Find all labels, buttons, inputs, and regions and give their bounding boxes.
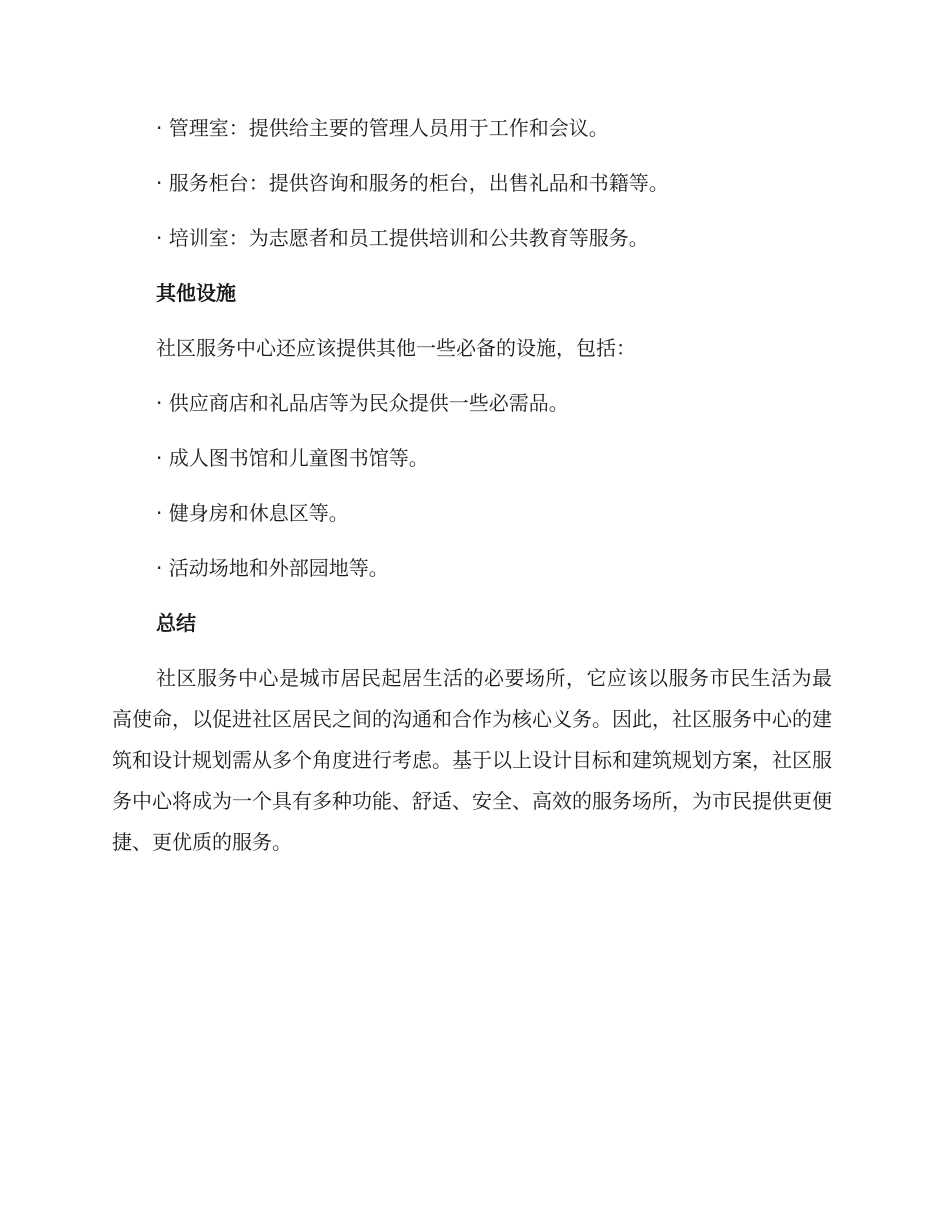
bullet-supply-store: · 供应商店和礼品店等为民众提供一些必需品。 <box>156 391 569 415</box>
bullet-libraries: · 成人图书馆和儿童图书馆等。 <box>156 446 429 470</box>
bullet-gym: · 健身房和休息区等。 <box>156 501 349 525</box>
bullet-activity-venue: · 活动场地和外部园地等。 <box>156 556 389 580</box>
bullet-training-room: · 培训室：为志愿者和员工提供培训和公共教育等服务。 <box>156 226 649 250</box>
document-content <box>112 108 832 863</box>
bullet-service-counter: · 服务柜台：提供咨询和服务的柜台，出售礼品和书籍等。 <box>156 171 669 195</box>
other-facilities-intro: 社区服务中心还应该提供其他一些必备的设施，包括： <box>156 336 636 360</box>
summary-paragraph: 社区服务中心是城市居民起居生活的必要场所，它应该以服务市民生活为最高使命，以促进社区居民之间的沟通和合作为核心义务。因此，社区服务中心的建筑和设计规划需从多个角度进行考虑。基于以上设计目标和建筑规划方案，社区服务中心将成为一个具有多种功能、舒适、安全、高效的服务场所，为市民提供更便捷、更优质的服务。 <box>112 666 832 854</box>
heading-summary: 总结 <box>156 611 196 635</box>
bullet-management-room: · 管理室：提供给主要的管理人员用于工作和会议。 <box>156 116 609 140</box>
heading-other-facilities: 其他设施 <box>156 281 236 305</box>
